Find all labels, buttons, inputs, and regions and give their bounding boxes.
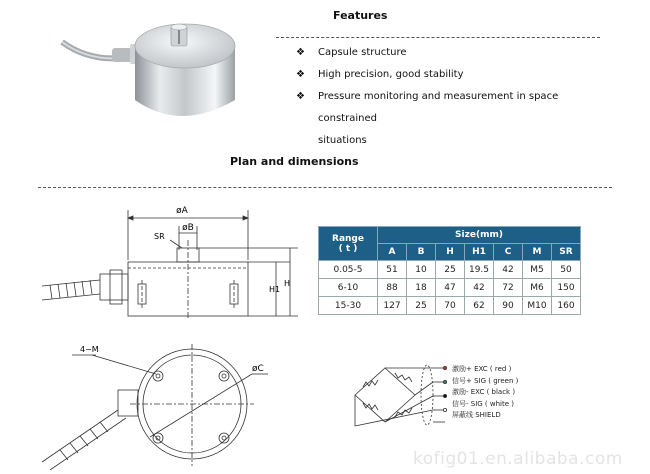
range-header-label: Range bbox=[332, 233, 364, 244]
table-row bbox=[319, 279, 581, 297]
spec-table bbox=[318, 226, 581, 315]
diamond-bullet-icon: ❖ bbox=[296, 91, 305, 102]
feature-item-continuation bbox=[296, 130, 616, 152]
table-cell: 10 bbox=[407, 261, 436, 279]
h-label: H bbox=[284, 279, 291, 288]
table-cell: 47 bbox=[436, 279, 465, 297]
table-cell: 0.05-5 bbox=[319, 261, 378, 279]
table-cell: 70 bbox=[436, 297, 465, 315]
table-cell: M6 bbox=[523, 279, 552, 297]
column-header: H1 bbox=[465, 244, 494, 261]
wiring-line-exc-plus: 激励+ EXC ( red ) bbox=[452, 365, 512, 373]
wiring-legend bbox=[452, 364, 518, 422]
table-cell: 42 bbox=[465, 279, 494, 297]
plan-title: Plan and dimensions bbox=[230, 155, 359, 168]
column-header: SR bbox=[552, 244, 581, 261]
phi-a-label: øA bbox=[176, 206, 188, 216]
four-m-label: 4−M bbox=[80, 345, 99, 354]
feature-item bbox=[296, 42, 616, 64]
feature-text: Pressure monitoring and measurement in space constrained bbox=[318, 91, 559, 124]
top-view-drawing bbox=[40, 342, 290, 470]
wiring-line-exc-minus: 激励- EXC ( black ) bbox=[452, 388, 516, 396]
wiring-line-sig-plus: 信号+ SIG ( green ) bbox=[452, 376, 519, 385]
wiring-diagram bbox=[345, 360, 455, 430]
wiring-line-sig-minus: 信号- SIG ( white ) bbox=[452, 399, 514, 408]
feature-text: Capsule structure bbox=[318, 47, 407, 58]
table-cell: 88 bbox=[378, 279, 407, 297]
table-cell: 62 bbox=[465, 297, 494, 315]
table-row bbox=[319, 261, 581, 279]
feature-item bbox=[296, 86, 616, 130]
table-cell: 72 bbox=[494, 279, 523, 297]
diamond-bullet-icon: ❖ bbox=[296, 47, 305, 58]
table-header-row bbox=[319, 227, 581, 244]
table-cell: 15-30 bbox=[319, 297, 378, 315]
table-cell: 25 bbox=[436, 261, 465, 279]
feature-item bbox=[296, 64, 616, 86]
table-cell: 51 bbox=[378, 261, 407, 279]
features-list bbox=[296, 42, 616, 152]
wiring-line-shield: 屏蔽线 SHIELD bbox=[452, 411, 501, 419]
range-header bbox=[319, 227, 378, 261]
range-header-unit: ( t ) bbox=[338, 243, 358, 254]
table-cell: 150 bbox=[552, 279, 581, 297]
column-header: C bbox=[494, 244, 523, 261]
column-header: H bbox=[436, 244, 465, 261]
h1-label: H1 bbox=[269, 285, 281, 294]
table-cell: M5 bbox=[523, 261, 552, 279]
diamond-bullet-icon: ❖ bbox=[296, 69, 305, 80]
table-cell: 127 bbox=[378, 297, 407, 315]
column-header: B bbox=[407, 244, 436, 261]
table-cell: 25 bbox=[407, 297, 436, 315]
table-cell: 50 bbox=[552, 261, 581, 279]
feature-text: High precision, good stability bbox=[318, 69, 464, 80]
size-header: Size(mm) bbox=[378, 227, 581, 244]
table-cell: 160 bbox=[552, 297, 581, 315]
column-header: A bbox=[378, 244, 407, 261]
features-divider bbox=[276, 37, 600, 38]
column-header: M bbox=[523, 244, 552, 261]
table-cell: 6-10 bbox=[319, 279, 378, 297]
phi-b-label: øB bbox=[182, 223, 194, 233]
table-cell: 18 bbox=[407, 279, 436, 297]
table-cell: M10 bbox=[523, 297, 552, 315]
table-cell: 90 bbox=[494, 297, 523, 315]
plan-divider bbox=[38, 187, 612, 188]
product-photo bbox=[60, 0, 250, 135]
table-cell: 42 bbox=[494, 261, 523, 279]
side-view-drawing bbox=[40, 200, 310, 325]
feature-text: situations bbox=[318, 135, 367, 146]
phi-c-label: øC bbox=[252, 364, 264, 374]
table-cell: 19.5 bbox=[465, 261, 494, 279]
sr-label: SR bbox=[154, 232, 165, 241]
features-title: Features bbox=[333, 9, 388, 22]
table-row bbox=[319, 297, 581, 315]
watermark: kofig01.en.alibaba.com bbox=[413, 449, 623, 469]
